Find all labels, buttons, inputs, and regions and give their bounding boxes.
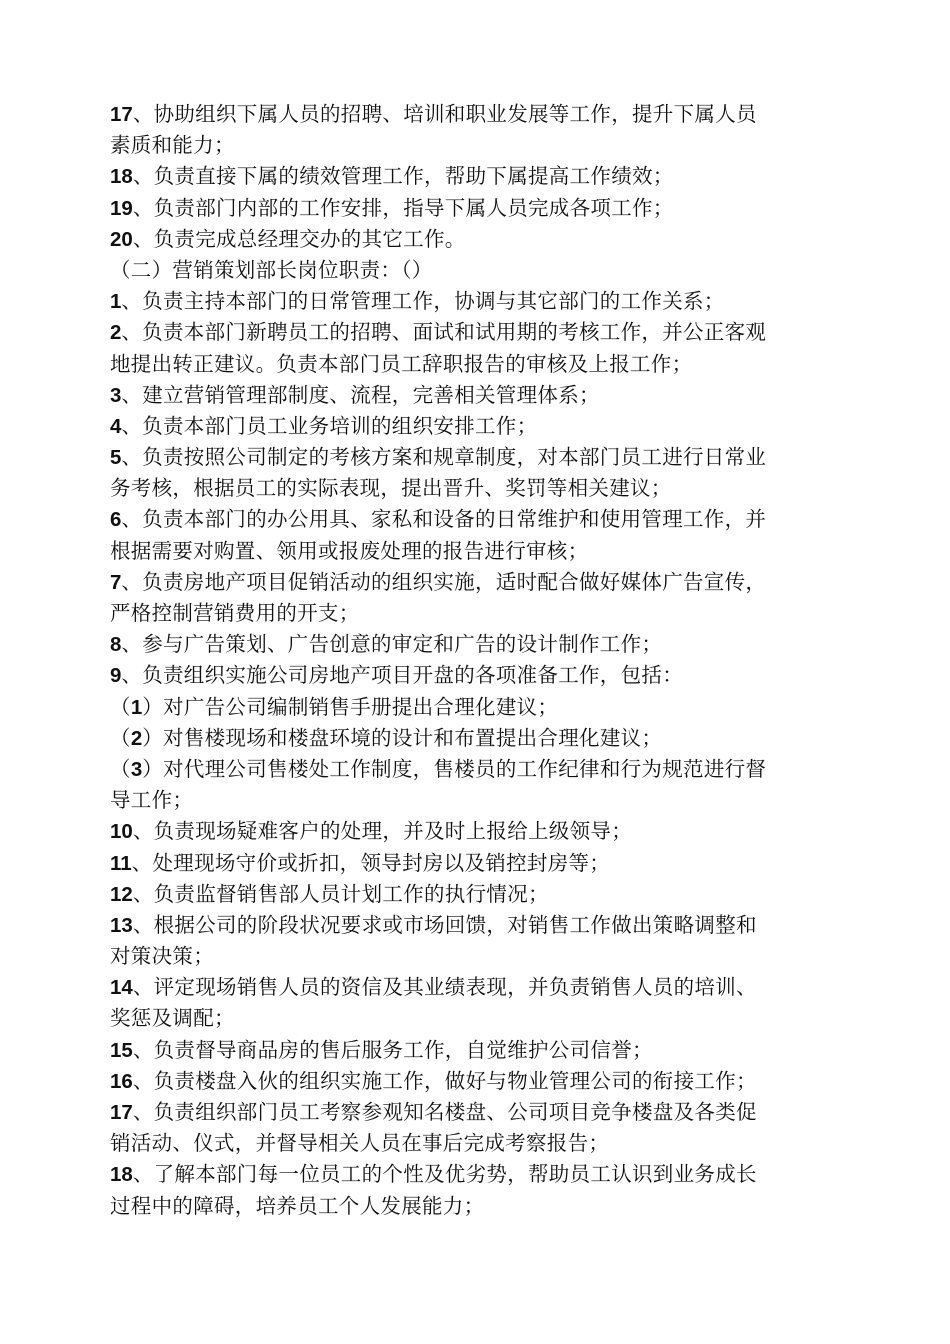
text-line — [110, 99, 850, 130]
line-text: 素质和能力； — [110, 133, 235, 158]
line-text: 、负责组织实施公司房地产项目开盘的各项准备工作，包括： — [121, 663, 684, 688]
text-line — [110, 349, 850, 380]
item-number: 12 — [110, 882, 133, 906]
text-line — [110, 785, 850, 816]
text-line — [110, 879, 850, 910]
text-line — [110, 816, 850, 847]
line-text: 、参与广告策划、广告创意的审定和广告的设计制作工作； — [121, 632, 663, 657]
text-line — [110, 442, 850, 473]
text-line — [110, 1159, 850, 1190]
line-text: 过程中的障碍，培养员工个人发展能力； — [110, 1193, 485, 1218]
text-line — [110, 255, 850, 286]
text-line — [110, 504, 850, 535]
item-number: 2 — [110, 321, 122, 345]
item-number: 16 — [110, 1069, 133, 1093]
text-line — [110, 660, 850, 691]
line-text: 、处理现场守价或折扣，领导封房以及销控封房等； — [131, 850, 611, 875]
document-body — [110, 99, 850, 1222]
line-text: 销活动、仪式，并督导相关人员在事后完成考察报告； — [110, 1131, 610, 1156]
line-text: 务考核，根据员工的实际表现，提出晋升、奖罚等相关建议； — [110, 476, 672, 501]
text-line — [110, 411, 850, 442]
item-number: 7 — [110, 570, 122, 594]
text-line — [110, 1128, 850, 1159]
text-line — [110, 972, 850, 1003]
line-text: 、评定现场销售人员的资信及其业绩表现，并负责销售人员的培训、 — [132, 975, 757, 1000]
text-line — [110, 161, 850, 192]
line-text: 、负责房地产项目促销活动的组织实施，适时配合做好媒体广告宣传， — [121, 569, 767, 594]
item-number: 14 — [110, 976, 133, 1000]
text-line — [110, 224, 850, 255]
line-text: ）对售楼现场和楼盘环境的设计和布置提出合理化建议； — [142, 725, 663, 750]
text-line — [110, 629, 850, 660]
line-text: 、了解本部门每一位员工的个性及优劣势，帮助员工认识到业务成长 — [132, 1162, 757, 1187]
item-number: 9 — [110, 664, 122, 688]
line-text: ）对广告公司编制销售手册提出合理化建议； — [142, 694, 559, 719]
text-line — [110, 598, 850, 629]
text-line — [110, 754, 850, 785]
line-text: 、负责监督销售部人员计划工作的执行情况； — [132, 881, 549, 906]
item-number: 8 — [110, 633, 122, 657]
text-line — [110, 193, 850, 224]
open-paren: （ — [110, 725, 131, 750]
item-number: 18 — [110, 165, 133, 189]
item-number: 4 — [110, 414, 122, 438]
line-text: 、负责督导商品房的售后服务工作，自觉维护公司信誉； — [132, 1037, 653, 1062]
text-line — [110, 130, 850, 161]
line-text: 、负责楼盘入伙的组织实施工作，做好与物业管理公司的衔接工作； — [132, 1068, 757, 1093]
open-paren: （ — [110, 756, 131, 781]
item-number: 10 — [110, 820, 133, 844]
text-line — [110, 941, 850, 972]
text-line — [110, 692, 850, 723]
line-text: 、负责主持本部门的日常管理工作，协调与其它部门的工作关系； — [121, 289, 725, 314]
text-line — [110, 1191, 850, 1222]
line-text: 地提出转正建议。负责本部门员工辞职报告的审核及上报工作； — [110, 351, 693, 376]
line-text: 、负责组织部门员工考察参观知名楼盘、公司项目竞争楼盘及各类促 — [132, 1100, 757, 1124]
text-line — [110, 536, 850, 567]
line-text: 、负责直接下属的绩效管理工作，帮助下属提高工作绩效； — [132, 164, 674, 189]
line-text: 对策决策； — [110, 944, 214, 969]
item-number: 6 — [110, 508, 122, 532]
line-text: 严格控制营销费用的开支； — [110, 601, 360, 625]
line-text: 、根据公司的阶段状况要求或市场回馈，对销售工作做出策略调整和 — [132, 912, 757, 937]
line-text: 、负责完成总经理交办的其它工作。 — [132, 226, 466, 251]
line-text: 、建立营销管理部制度、流程，完善相关管理体系； — [121, 382, 600, 407]
text-line — [110, 286, 850, 317]
line-text: 、负责本部门新聘员工的招聘、面试和试用期的考核工作，并公正客观 — [121, 320, 767, 345]
line-text: 、协助组织下属人员的招聘、培训和职业发展等工作，提升下属人员 — [132, 102, 757, 126]
line-text: 奖惩及调配； — [110, 1006, 235, 1031]
text-line — [110, 1097, 850, 1128]
line-text: ）对代理公司售楼处工作制度，售楼员的工作纪律和行为规范进行督 — [142, 756, 767, 781]
open-paren: （ — [110, 694, 131, 719]
text-line — [110, 1035, 850, 1066]
sub-item-number: 1 — [130, 695, 143, 719]
text-line — [110, 1066, 850, 1097]
line-text: 、负责现场疑难客户的处理，并及时上报给上级领导； — [132, 819, 633, 844]
text-line — [110, 910, 850, 941]
text-line — [110, 317, 850, 348]
item-number: 18 — [110, 1163, 133, 1187]
text-line — [110, 380, 850, 411]
item-number: 19 — [110, 196, 133, 220]
line-text: 、负责本部门员工业务培训的组织安排工作； — [121, 413, 538, 438]
item-number: 17 — [110, 1101, 133, 1124]
text-line — [110, 723, 850, 754]
line-text: 、负责部门内部的工作安排，指导下属人员完成各项工作； — [132, 195, 674, 220]
sub-item-number: 2 — [130, 726, 143, 750]
text-line — [110, 848, 850, 879]
line-text: 、负责按照公司制定的考核方案和规章制度，对本部门员工进行日常业 — [121, 445, 767, 470]
line-text: （二）营销策划部长岗位职责：（） — [110, 257, 433, 282]
item-number: 11 — [110, 851, 132, 875]
item-number: 17 — [110, 103, 133, 126]
sub-item-number: 3 — [130, 757, 143, 781]
line-text: 导工作； — [110, 788, 194, 813]
line-text: 、负责本部门的办公用具、家私和设备的日常维护和使用管理工作，并 — [121, 507, 767, 532]
item-number: 13 — [110, 913, 133, 937]
text-line — [110, 473, 850, 504]
text-line — [110, 1003, 850, 1034]
item-number: 20 — [110, 227, 133, 251]
item-number: 1 — [110, 290, 122, 314]
item-number: 5 — [110, 446, 122, 470]
text-line — [110, 567, 850, 598]
item-number: 3 — [110, 383, 122, 407]
item-number: 15 — [110, 1038, 133, 1062]
line-text: 根据需要对购置、领用或报废处理的报告进行审核； — [110, 538, 589, 563]
